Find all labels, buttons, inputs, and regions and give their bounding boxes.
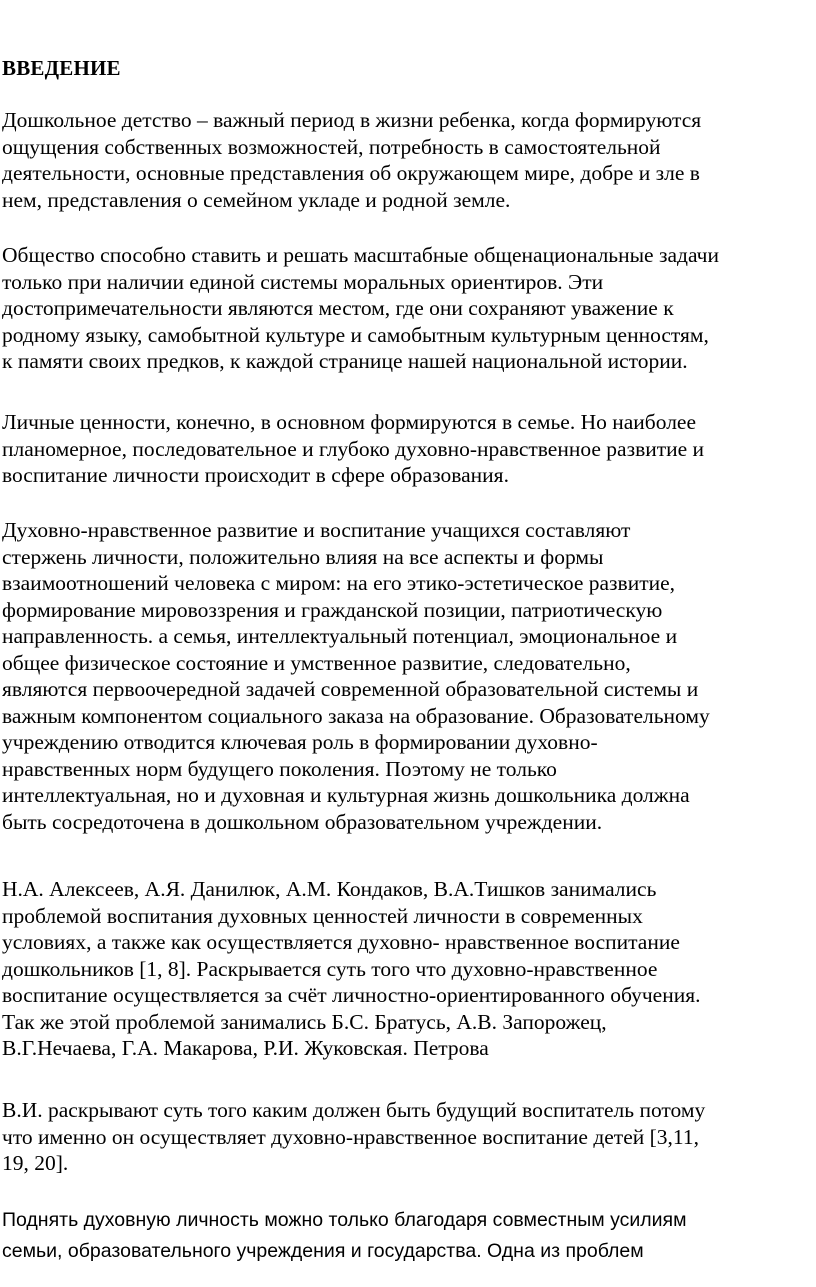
text-line: к памяти своих предков, к каждой странице нашей национальной истории.: [2, 349, 688, 373]
text-line: направленность. а семья, интеллектуальный потенциал, эмоциональное и: [2, 624, 678, 648]
text-line: Дошкольное детство – важный период в жизни ребенка, когда формируются: [2, 108, 702, 132]
text-line: воспитание осуществляется за счёт личностно-ориентированного обучения.: [2, 983, 701, 1007]
text-line: стержень личности, положительно влияя на все аспекты и формы: [2, 544, 604, 569]
text-line: интеллектуальная, но и духовная и культурная жизнь дошкольника должна: [2, 783, 690, 807]
text-line: планомерное, последовательное и глубоко духовно-нравственное развитие и: [2, 436, 705, 461]
text-line: Поднять духовную личность можно только благодаря совместным усилиям: [2, 1209, 687, 1231]
text-line: семьи, образовательного учреждения и государства. Одна из проблем: [2, 1240, 644, 1262]
paragraph-personal-values: [2, 409, 816, 489]
text-line: 19, 20].: [2, 1151, 69, 1175]
document-heading: ВВЕДЕНИЕ: [2, 56, 121, 80]
text-line: родному языку, самобытной культуре и самобытным культурным ценностям,: [2, 322, 709, 347]
text-line: важным компонентом социального заказа на образование. Образовательному: [2, 703, 710, 728]
text-line: условиях, а также как осуществляется духовно- нравственное воспитание: [2, 930, 680, 954]
text-line: учреждению отводится ключевая роль в формировании духовно-: [2, 730, 598, 754]
text-line: ощущения собственных возможностей, потребность в самостоятельной: [2, 134, 661, 159]
text-line: нравственных норм будущего поколения. Поэтому не только: [2, 756, 557, 781]
text-line: деятельности, основные представления об окружающем мире, добре и зле в: [2, 161, 700, 185]
paragraph-spiritual-development: [2, 517, 816, 835]
text-line: что именно он осуществляет духовно-нравственное воспитание детей [3,11,: [2, 1124, 699, 1149]
text-line: только при наличии единой системы моральных ориентиров. Эти: [2, 269, 604, 294]
text-line: формирование мировоззрения и гражданской позиции, патриотическую: [2, 597, 663, 622]
text-line: быть сосредоточена в дошкольном образовательном учреждении.: [2, 809, 603, 834]
paragraph-raise-spiritual-personality: [2, 1205, 816, 1267]
paragraph-preschool-childhood: [2, 107, 816, 213]
text-line: нем, представления о семейном укладе и родной земле.: [2, 187, 511, 212]
text-line: проблемой воспитания духовных ценностей личности в современных: [2, 903, 643, 928]
text-line: В.И. раскрывают суть того каким должен быть будущий воспитатель потому: [2, 1098, 706, 1122]
text-line: В.Г.Нечаева, Г.А. Макарова, Р.И. Жуковская. Петрова: [2, 1036, 489, 1060]
paragraph-society: [2, 242, 816, 375]
text-line: являются первоочередной задачей современной образовательной системы и: [2, 677, 699, 701]
text-line: воспитание личности происходит в сфере образования.: [2, 463, 509, 487]
text-line: дошкольников [1, 8]. Раскрывается суть того что духовно-нравственное: [2, 956, 658, 981]
text-line: общее физическое состояние и умственное развитие, следовательно,: [2, 650, 631, 675]
text-line: Так же этой проблемой занимались Б.С. Братусь, А.В. Запорожец,: [2, 1009, 607, 1034]
text-line: взаимоотношений человека с миром: на его этико-эстетическое развитие,: [2, 571, 676, 595]
text-line: Н.А. Алексеев, А.Я. Данилюк, А.М. Кондаков, В.А.Тишков занимались: [2, 877, 657, 901]
paragraph-researchers: [2, 876, 816, 1062]
text-line: достопримечательности являются местом, где они сохраняют уважение к: [2, 296, 674, 320]
text-line: Личные ценности, конечно, в основном формируются в семье. Но наиболее: [2, 410, 697, 434]
text-line: Духовно-нравственное развитие и воспитание учащихся составляют: [2, 518, 631, 542]
text-line: Общество способно ставить и решать масштабные общенациональные задачи: [2, 243, 719, 267]
paragraph-future-educator: [2, 1097, 816, 1177]
